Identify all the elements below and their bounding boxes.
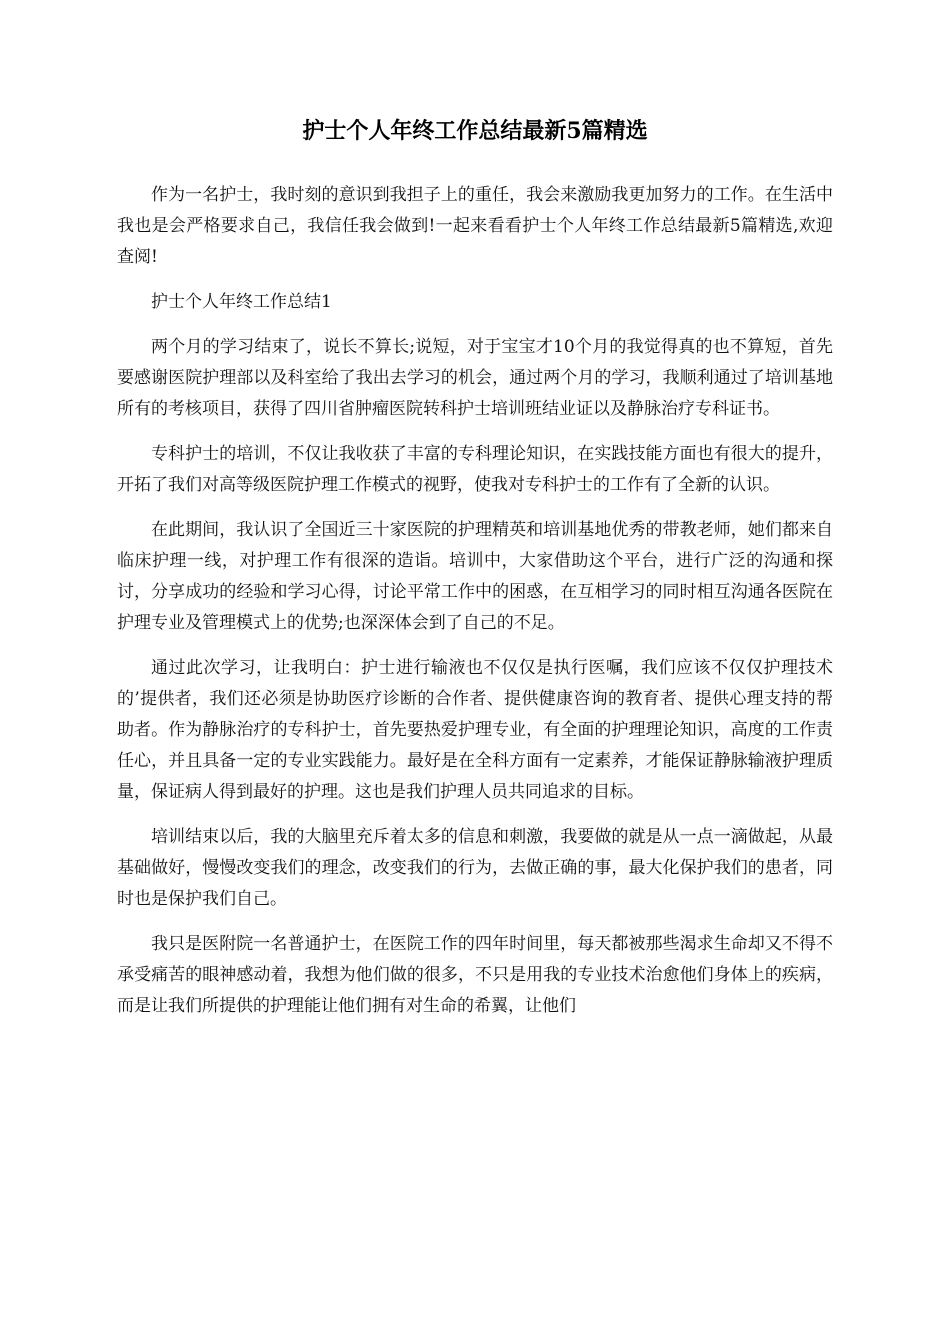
body-paragraph: 我只是医附院一名普通护士，在医院工作的四年时间里，每天都被那些渴求生命却又不得不承受痛苦的眼神感动着，我想为他们做的很多，不只是用我的专业技术治愈他们身体上的疾病，而是让我们所提供的护理能让他们拥有对生命的希翼，让他们 (117, 934, 833, 1016)
body-paragraph: 专科护士的培训，不仅让我收获了丰富的专科理论知识，在实践技能方面也有很大的提升，开拓了我们对高等级医院护理工作模式的视野，使我对专科护士的工作有了全新的认识。 (117, 444, 833, 495)
document-title: 护士个人年终工作总结最新5篇精选 (302, 118, 648, 144)
section-heading: 护士个人年终工作总结1 (151, 292, 332, 312)
body-paragraph: 通过此次学习，让我明白：护士进行输液也不仅仅是执行医嘱，我们应该不仅仅护理技术的’提供者，我们还必须是协助医疗诊断的合作者、提供健康咨询的教育者、提供心理支持的帮助者。作为静脉治疗的专科护士，首先要热爱护理专业，有全面的护理理论知识，高度的工作责任心，并且具备一定的专业实践能力。最好是在全科方面有一定素养，才能保证静脉输液护理质量，保证病人得到最好的护理。这也是我们护理人员共同追求的目标。 (117, 658, 833, 802)
body-paragraph: 两个月的学习结束了，说长不算长;说短，对于宝宝才10个月的我觉得真的也不算短，首先要感谢医院护理部以及科室给了我出去学习的机会，通过两个月的学习，我顺利通过了培训基地所有的考核项目，获得了四川省肿瘤医院转科护士培训班结业证以及静脉治疗专科证书。 (117, 337, 833, 419)
body-paragraph: 在此期间，我认识了全国近三十家医院的护理精英和培训基地优秀的带教老师，她们都来自临床护理一线，对护理工作有很深的造诣。培训中，大家借助这个平台，进行广泛的沟通和探讨，分享成功的经验和学习心得，讨论平常工作中的困惑，在互相学习的同时相互沟通各医院在护理专业及管理模式上的优势;也深深体会到了自己的不足。 (117, 520, 833, 633)
document-body (117, 180, 833, 1036)
intro-paragraph: 作为一名护士，我时刻的意识到我担子上的重任，我会来激励我更加努力的工作。在生活中我也是会严格要求自己，我信任我会做到!一起来看看护士个人年终工作总结最新5篇精选,欢迎查阅! (117, 185, 833, 267)
body-paragraph: 培训结束以后，我的大脑里充斥着太多的信息和刺激，我要做的就是从一点一滴做起，从最基础做好，慢慢改变我们的理念，改变我们的行为，去做正确的事，最大化保护我们的患者，同时也是保护我们自己。 (117, 827, 833, 909)
